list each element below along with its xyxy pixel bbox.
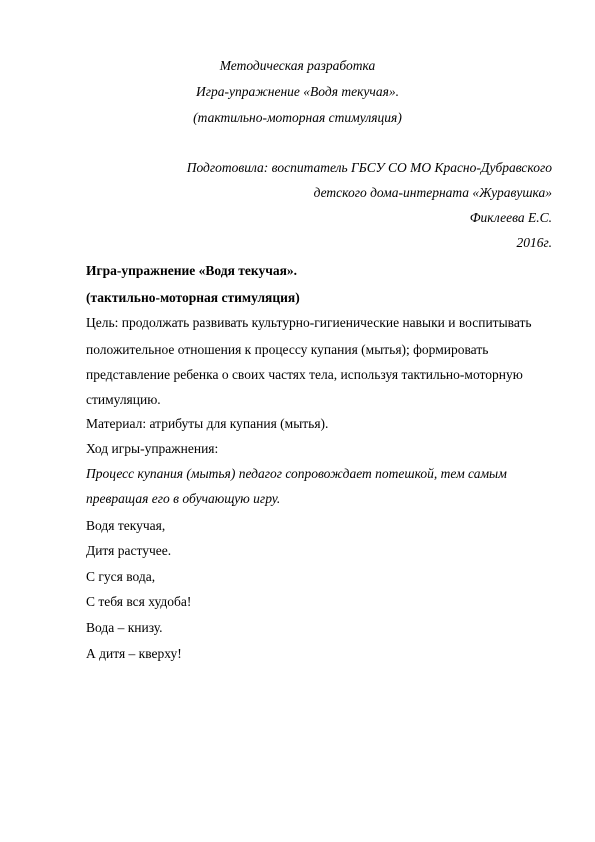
- poem-line: Водя текучая,: [86, 518, 166, 533]
- goal-line-2: положительное отношения к процессу купания (мытья); формировать: [86, 342, 489, 357]
- section-subheading: (тактильно-моторная стимуляция): [86, 290, 300, 305]
- author-line-2: детского дома-интерната «Журавушка»: [313, 185, 552, 200]
- poem-line: С тебя вся худоба!: [86, 594, 192, 609]
- poem-line: А дитя – кверху!: [86, 646, 182, 661]
- doc-title-line-3: (тактильно-моторная стимуляция): [193, 110, 402, 125]
- note-line-2: превращая его в обучающую игру.: [86, 491, 281, 506]
- author-year: 2016г.: [516, 235, 552, 250]
- course-heading: Ход игры-упражнения:: [86, 441, 219, 456]
- section-heading: Игра-упражнение «Водя текучая».: [86, 263, 298, 278]
- author-line-1: Подготовила: воспитатель ГБСУ СО МО Красно-Дубравского: [186, 160, 552, 175]
- note-line-1: Процесс купания (мытья) педагог сопровождает потешкой, тем самым: [86, 466, 507, 481]
- author-line-3: Фиклеева Е.С.: [469, 210, 552, 225]
- material-text: Материал: атрибуты для купания (мытья).: [86, 416, 329, 431]
- poem-line: С гуся вода,: [86, 569, 156, 584]
- poem-line: Дитя растучее.: [86, 543, 172, 558]
- poem-line: Вода – книзу.: [86, 620, 163, 635]
- goal-line-3: представление ребенка о своих частях тела, используя тактильно-моторную: [86, 367, 523, 382]
- doc-title-line-1: Методическая разработка: [219, 58, 376, 73]
- goal-line-4: стимуляцию.: [86, 392, 161, 407]
- doc-title-line-2: Игра-упражнение «Водя текучая».: [195, 84, 399, 99]
- goal-line-1: Цель: продолжать развивать культурно-гигиенические навыки и воспитывать: [86, 315, 532, 330]
